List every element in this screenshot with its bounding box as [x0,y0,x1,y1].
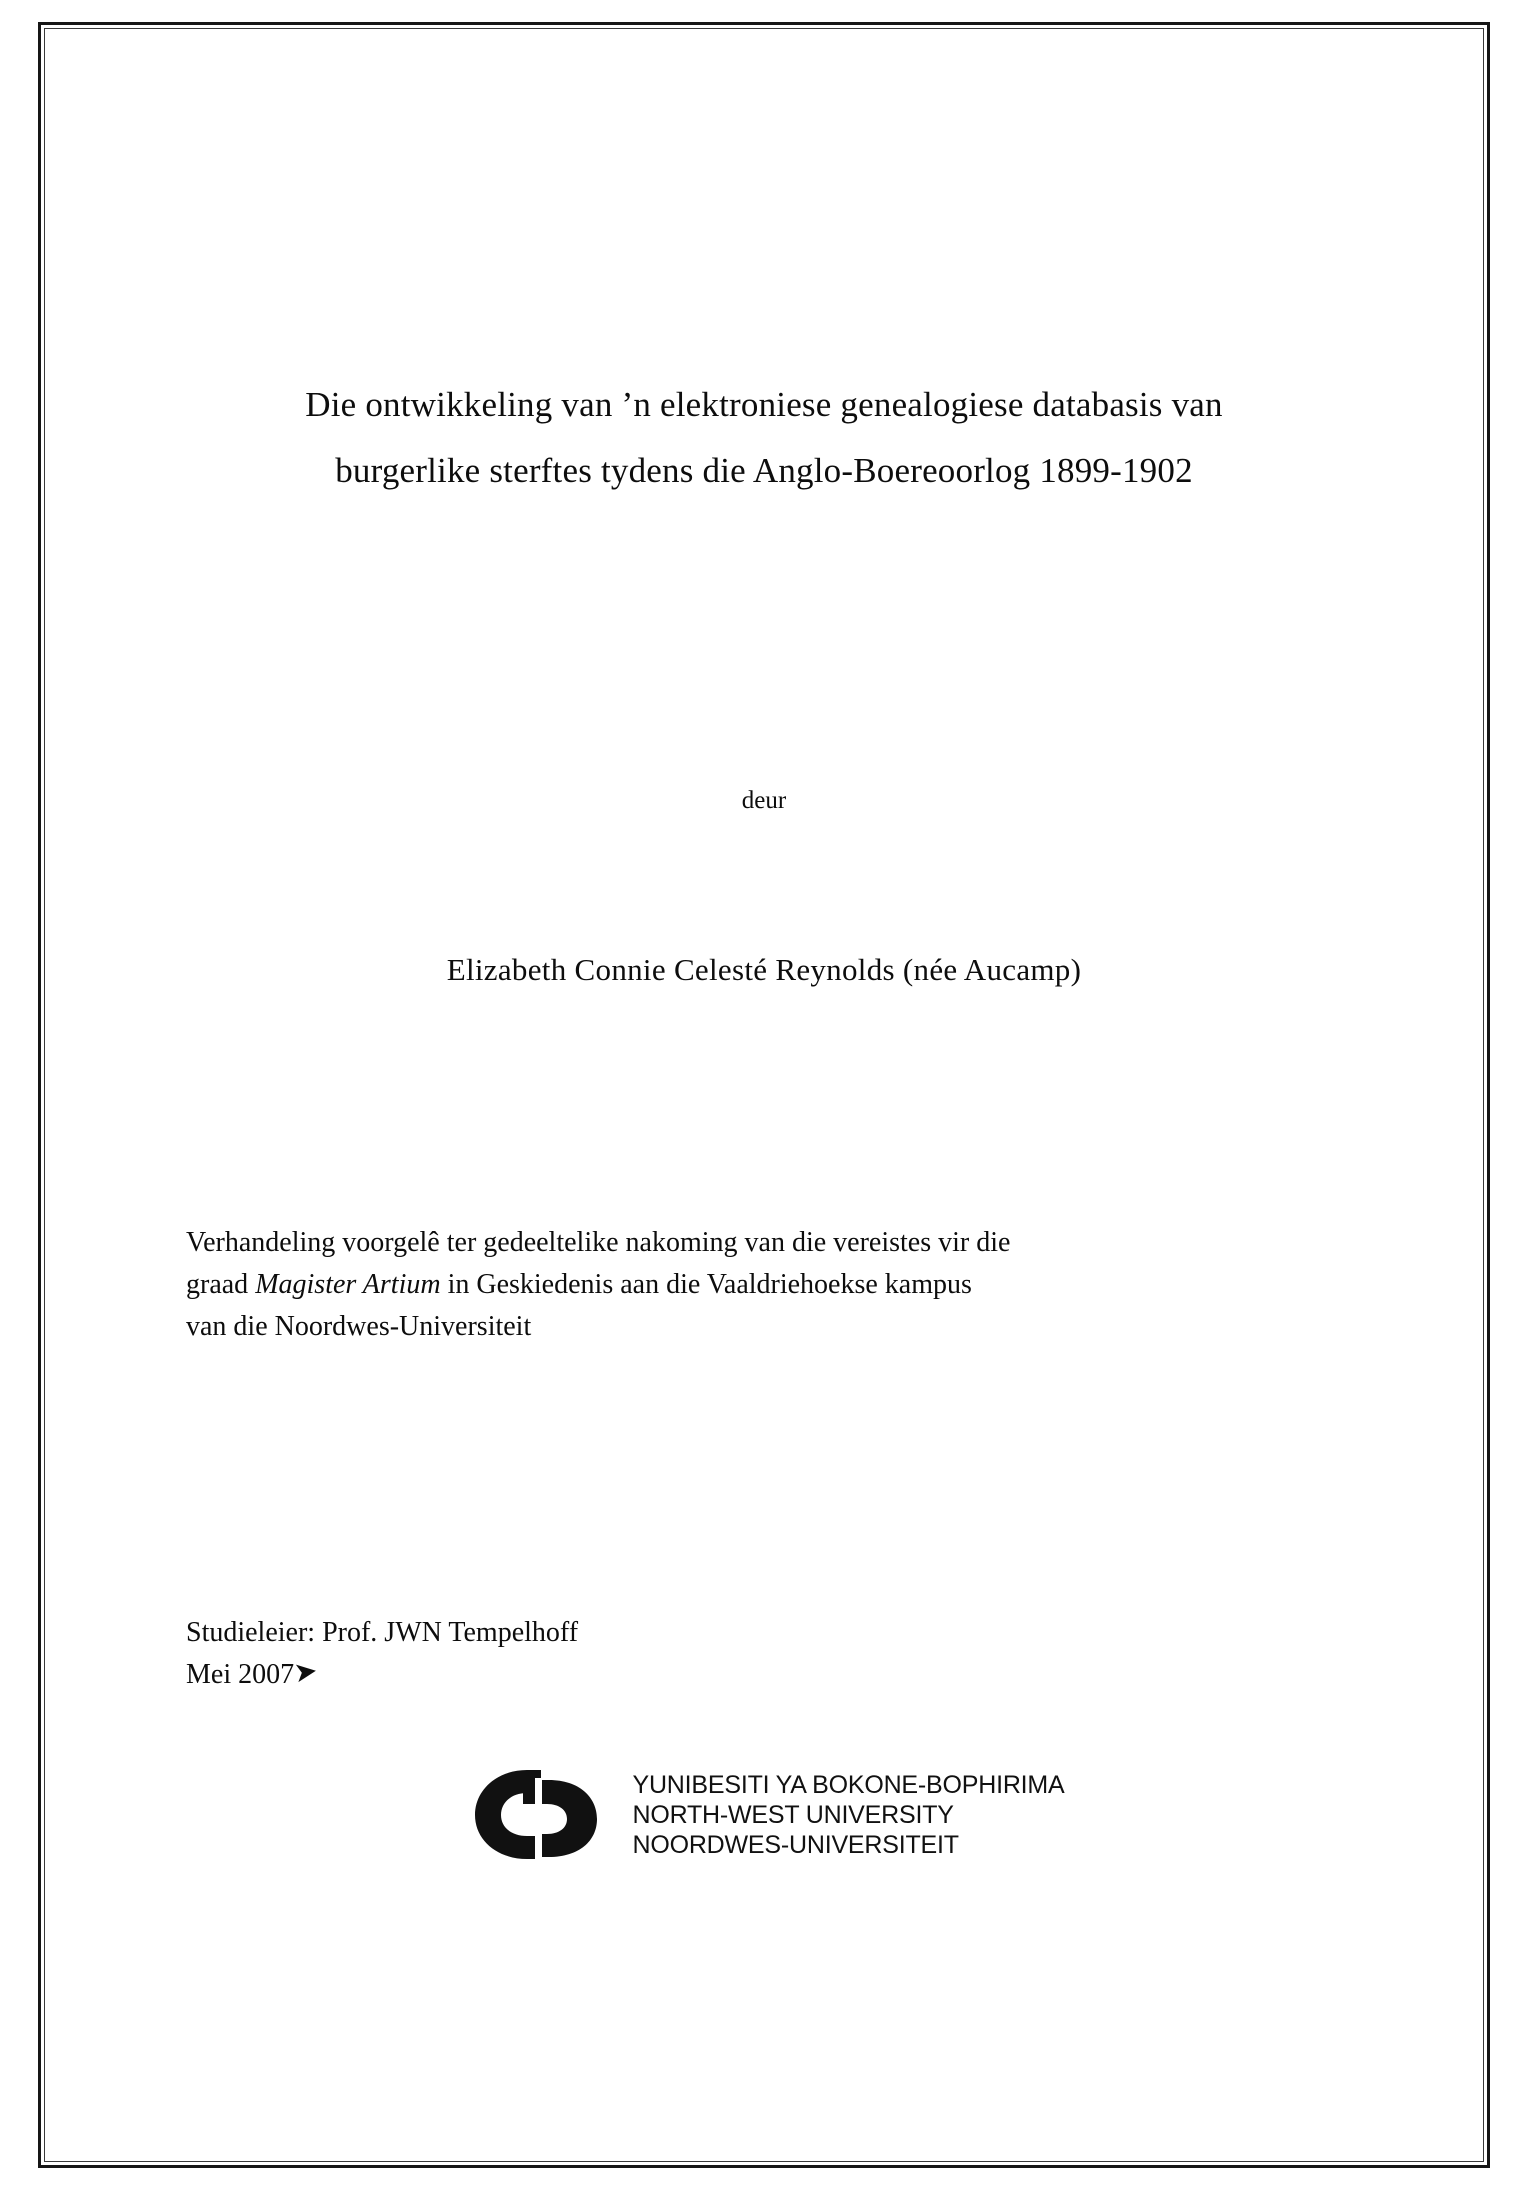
title-line-2: burgerlike sterftes tydens die Anglo-Boereoorlog 1899-1902 [335,451,1193,490]
degree-statement-line-2-suffix: in Geskiedenis aan die Vaaldriehoekse kampus [440,1269,972,1300]
degree-statement-line-3: van die Noordwes-Universiteit [186,1311,532,1342]
logo-line-2: NORTH-WEST UNIVERSITY [632,1800,954,1829]
university-logo-text [632,1770,1064,1860]
date-line [186,1654,1086,1696]
north-west-university-logo-icon [463,1762,618,1867]
degree-statement-line-2-prefix: graad [186,1269,256,1300]
title-line-1: Die ontwikkeling van ’n elektroniese genealogiese databasis van [305,385,1223,424]
page-title [184,372,1344,504]
degree-statement [186,1222,1308,1348]
supervisor-line: Studieleier: Prof. JWN Tempelhoff [186,1617,579,1648]
scan-artifact: ➤ [291,1655,320,1690]
university-logo [184,1762,1344,1867]
date-text: Mei 2007 [186,1659,295,1690]
logo-line-3: NOORDWES-UNIVERSITEIT [632,1830,959,1859]
author-name: Elizabeth Connie Celesté Reynolds (née Aucamp) [446,952,1082,987]
logo-line-1: YUNIBESITI YA BOKONE-BOPHIRIMA [632,1770,1065,1799]
degree-statement-line-1: Verhandeling voorgelê ter gedeeltelike nakoming van die vereistes vir die [186,1227,1011,1258]
degree-name: Magister Artium [255,1269,441,1300]
supervisor-block [186,1612,1086,1696]
by-label: deur [741,787,787,814]
degree-statement-line-2 [186,1264,1308,1306]
title-page-content [184,22,1344,2168]
